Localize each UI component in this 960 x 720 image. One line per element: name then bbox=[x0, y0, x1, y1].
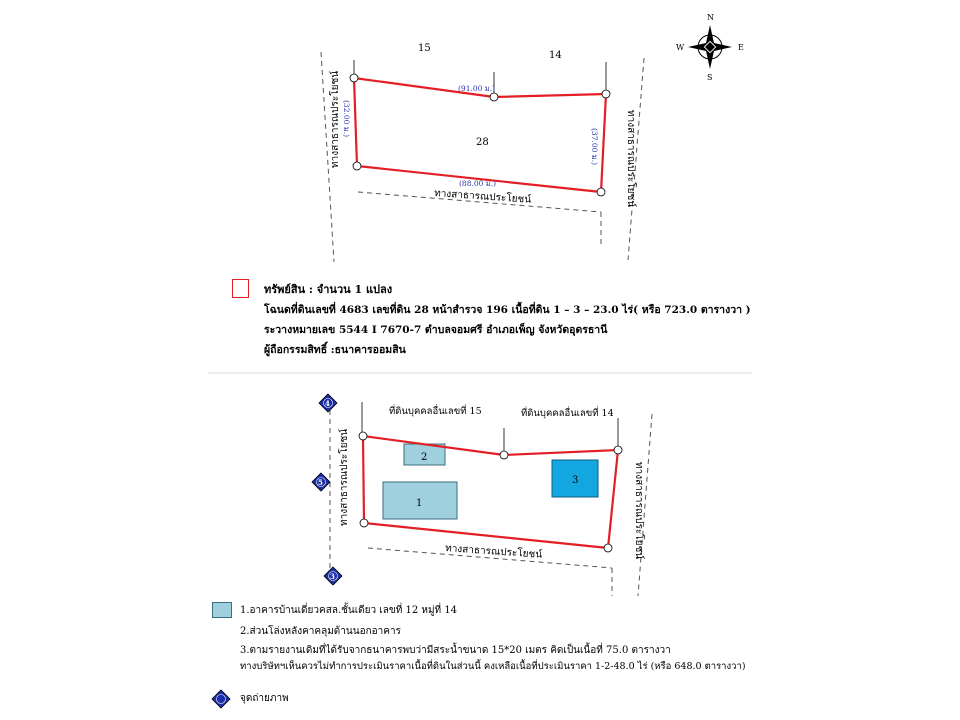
svg-text:3: 3 bbox=[330, 572, 335, 581]
photo-marker-legend-icon bbox=[212, 690, 230, 708]
legend2-item2: 2.ส่วนโล่งหลังคาคลุมด้านนอกอาคาร bbox=[240, 626, 401, 637]
legend1-deed: โฉนดที่ดินเลขที่ 4683 เลขที่ดิน 28 หน้าสำรวจ 196 เนื้อที่ดิน 1 – 3 – 23.0 ไร่( หรือ 723.0 ตารางวา ) bbox=[264, 304, 751, 316]
building-2-label: 2 bbox=[421, 452, 428, 463]
dim-right: (37.00 ม.) bbox=[590, 128, 599, 166]
parcel-28-boundary bbox=[354, 78, 606, 192]
compass-s: S bbox=[707, 73, 713, 82]
svg-text:5: 5 bbox=[318, 478, 323, 487]
building-legend-swatch bbox=[212, 602, 232, 618]
road-bottom-label: ทางสาธารณประโยชน์ bbox=[433, 188, 532, 206]
compass-e: E bbox=[738, 43, 744, 52]
photo-point-3[interactable] bbox=[324, 567, 342, 585]
dim-top: (91.00 ม.) bbox=[458, 84, 496, 93]
neighbor-15-label: 15 bbox=[418, 43, 431, 54]
neighbor-14-label-2: ที่ดินบุคคลอื่นเลขที่ 14 bbox=[521, 408, 614, 419]
legend1-title: ทรัพย์สิน : จำนวน 1 แปลง bbox=[264, 283, 393, 296]
parcel-legend-swatch bbox=[232, 279, 249, 298]
road2-right-label: ทางสาธารณประโยชน์ bbox=[633, 462, 644, 560]
dim-left: (32.00 ม.) bbox=[342, 100, 351, 138]
photo-point-5[interactable] bbox=[312, 473, 330, 491]
legend2-item3b: ทางบริษัทฯเห็นควรไม่ทำการประเมินราคาเนื้อที่ดินในส่วนนี้ คงเหลือเนื้อที่ประเมินราคา 1-2-48.0 ไร่ (หรือ 648.0 ตารางวา) bbox=[240, 661, 746, 672]
building-1-label: 1 bbox=[416, 498, 423, 509]
legend2-item3: 3.ตามรายงานเดิมที่ได้รับจากธนาคารพบว่ามีสระน้ำขนาด 15*20 เมตร คิดเป็นเนื้อที่ 75.0 ตารางวา bbox=[240, 645, 671, 656]
svg-text:4: 4 bbox=[325, 399, 330, 408]
photo-point-4[interactable] bbox=[319, 394, 337, 412]
parcel-number: 28 bbox=[476, 137, 489, 148]
road-right-label: ทางสาธารณประโยชน์ bbox=[625, 110, 636, 208]
legend2-item1: 1.อาคารบ้านเดี่ยวคสล.ชั้นเดียว เลขที่ 12 หมู่ที่ 14 bbox=[240, 605, 458, 616]
compass-rose bbox=[676, 13, 744, 82]
neighbor-15-label-2: ที่ดินบุคคลอื่นเลขที่ 15 bbox=[389, 406, 482, 417]
compass-w: W bbox=[676, 43, 685, 52]
compass-n: N bbox=[707, 13, 714, 22]
road-left-label: ทางสาธารณประโยชน์ bbox=[330, 70, 341, 168]
legend1-location: ระวางหมายเลข 5544 I 7670-7 ตำบลจอมศรี อำเภอเพ็ญ จังหวัดอุดรธานี bbox=[264, 324, 608, 336]
photo-point-legend-label: จุดถ่ายภาพ bbox=[240, 693, 289, 704]
pond-3-label: 3 bbox=[572, 475, 579, 486]
road2-bottom-label: ทางสาธารณประโยชน์ bbox=[444, 543, 543, 561]
road2-left-label: ทางสาธารณประโยชน์ bbox=[339, 428, 350, 526]
dim-bottom: (88.00 ม.) bbox=[459, 179, 497, 188]
neighbor-14-label: 14 bbox=[549, 50, 562, 61]
map2 bbox=[312, 394, 652, 596]
legend1-owner: ผู้ถือกรรมสิทธิ์ :ธนาคารออมสิน bbox=[264, 344, 406, 356]
map1 bbox=[321, 43, 644, 262]
